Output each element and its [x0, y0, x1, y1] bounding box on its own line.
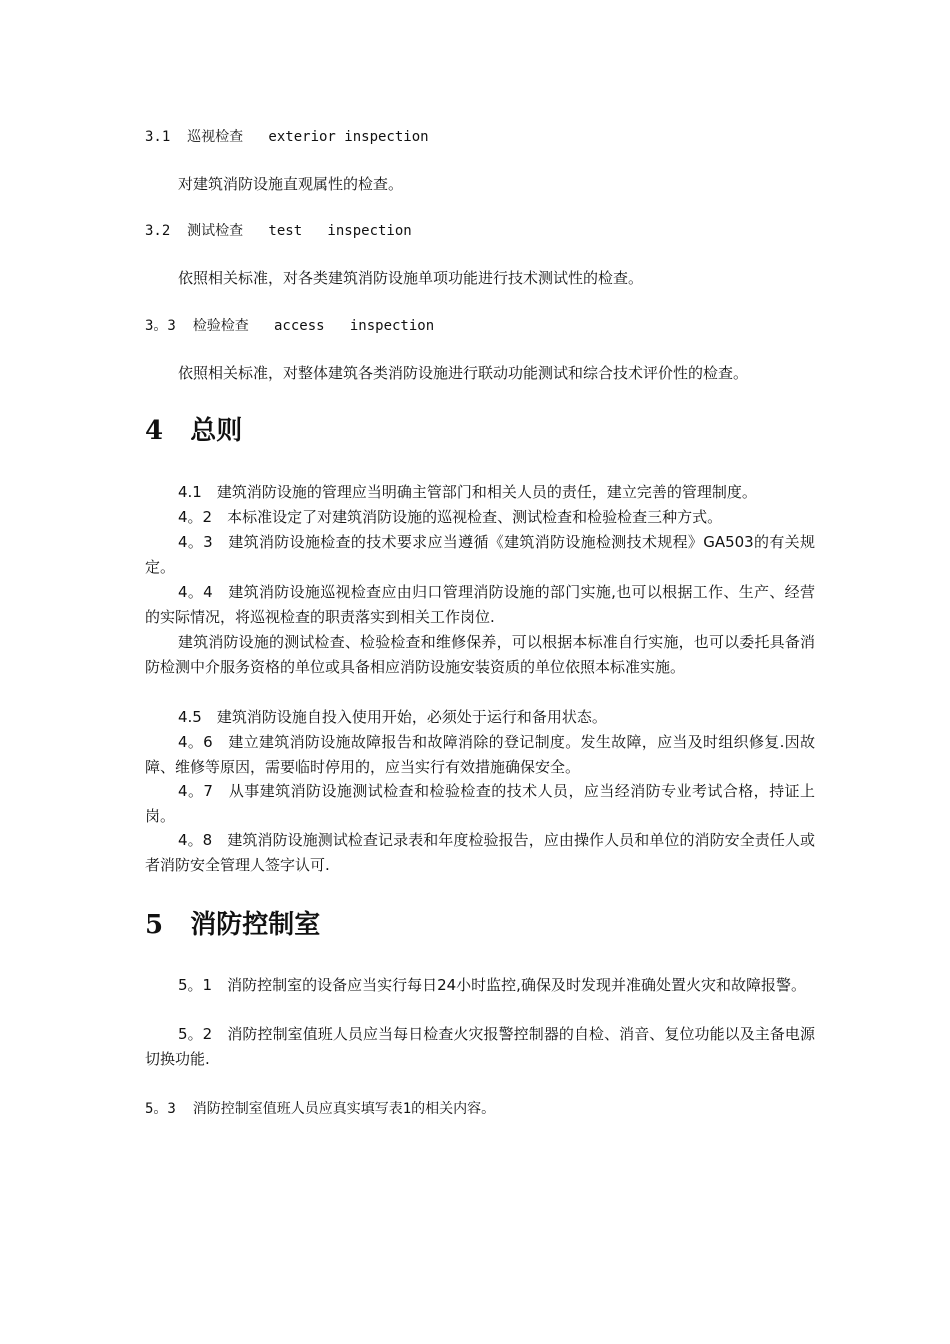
paragraph-4-4-cont: 建筑消防设施的测试检查、检验检查和维修保养，可以根据本标准自行实施，也可以委托具备消防检测中介服务资格的单位或具备相应消防设施安装资质的单位依照本标准实施。: [145, 633, 815, 676]
paragraph-4-1: 4.1 建筑消防设施的管理应当明确主管部门和相关人员的责任，建立完善的管理制度。: [178, 483, 757, 501]
paragraph-5-3: 5。3 消防控制室值班人员应真实填写表1的相关内容。: [145, 1101, 496, 1117]
definition-3-1: 对建筑消防设施直观属性的检查。: [178, 175, 404, 193]
term-3-2: 3.2 测试检查 test inspection: [145, 223, 412, 239]
section-5-heading: 5 消防控制室: [145, 910, 321, 940]
paragraph-5-2: 5。2 消防控制室值班人员应当每日检查火灾报警控制器的自检、消音、复位功能以及主备电源切换功能.: [145, 1025, 815, 1068]
section-4-heading: 4 总则: [145, 416, 243, 446]
paragraph-5-1: 5。1 消防控制室的设备应当实行每日24小时监控,确保及时发现并准确处置火灾和故障报警。: [178, 976, 806, 994]
term-3-1: 3.1 巡视检查 exterior inspection: [145, 129, 429, 145]
paragraph-4-5: 4.5 建筑消防设施自投入使用开始，必须处于运行和备用状态。: [178, 708, 607, 726]
term-3-3: 3。3 检验检查 access inspection: [145, 318, 435, 334]
paragraph-4-4: 4。4 建筑消防设施巡视检查应由归口管理消防设施的部门实施,也可以根据工作、生产、经营的实际情况，将巡视检查的职责落实到相关工作岗位.: [145, 583, 815, 626]
paragraph-4-3: 4。3 建筑消防设施检查的技术要求应当遵循《建筑消防设施检测技术规程》GA503的有关规定。: [145, 533, 815, 576]
paragraph-4-6: 4。6 建立建筑消防设施故障报告和故障消除的登记制度。发生故障，应当及时组织修复.因故障、维修等原因，需要临时停用的，应当实行有效措施确保安全。: [145, 733, 815, 776]
paragraph-4-2: 4。2 本标准设定了对建筑消防设施的巡视检查、测试检查和检验检查三种方式。: [178, 508, 723, 526]
definition-3-3: 依照相关标准，对整体建筑各类消防设施进行联动功能测试和综合技术评价性的检查。: [178, 364, 749, 382]
definition-3-2: 依照相关标准，对各类建筑消防设施单项功能进行技术测试性的检查。: [178, 269, 644, 287]
paragraph-4-7: 4。7 从事建筑消防设施测试检查和检验检查的技术人员，应当经消防专业考试合格，持证上岗。: [145, 782, 815, 825]
paragraph-4-8: 4。8 建筑消防设施测试检查记录表和年度检验报告，应由操作人员和单位的消防安全责任人或者消防安全管理人签字认可.: [145, 831, 815, 874]
